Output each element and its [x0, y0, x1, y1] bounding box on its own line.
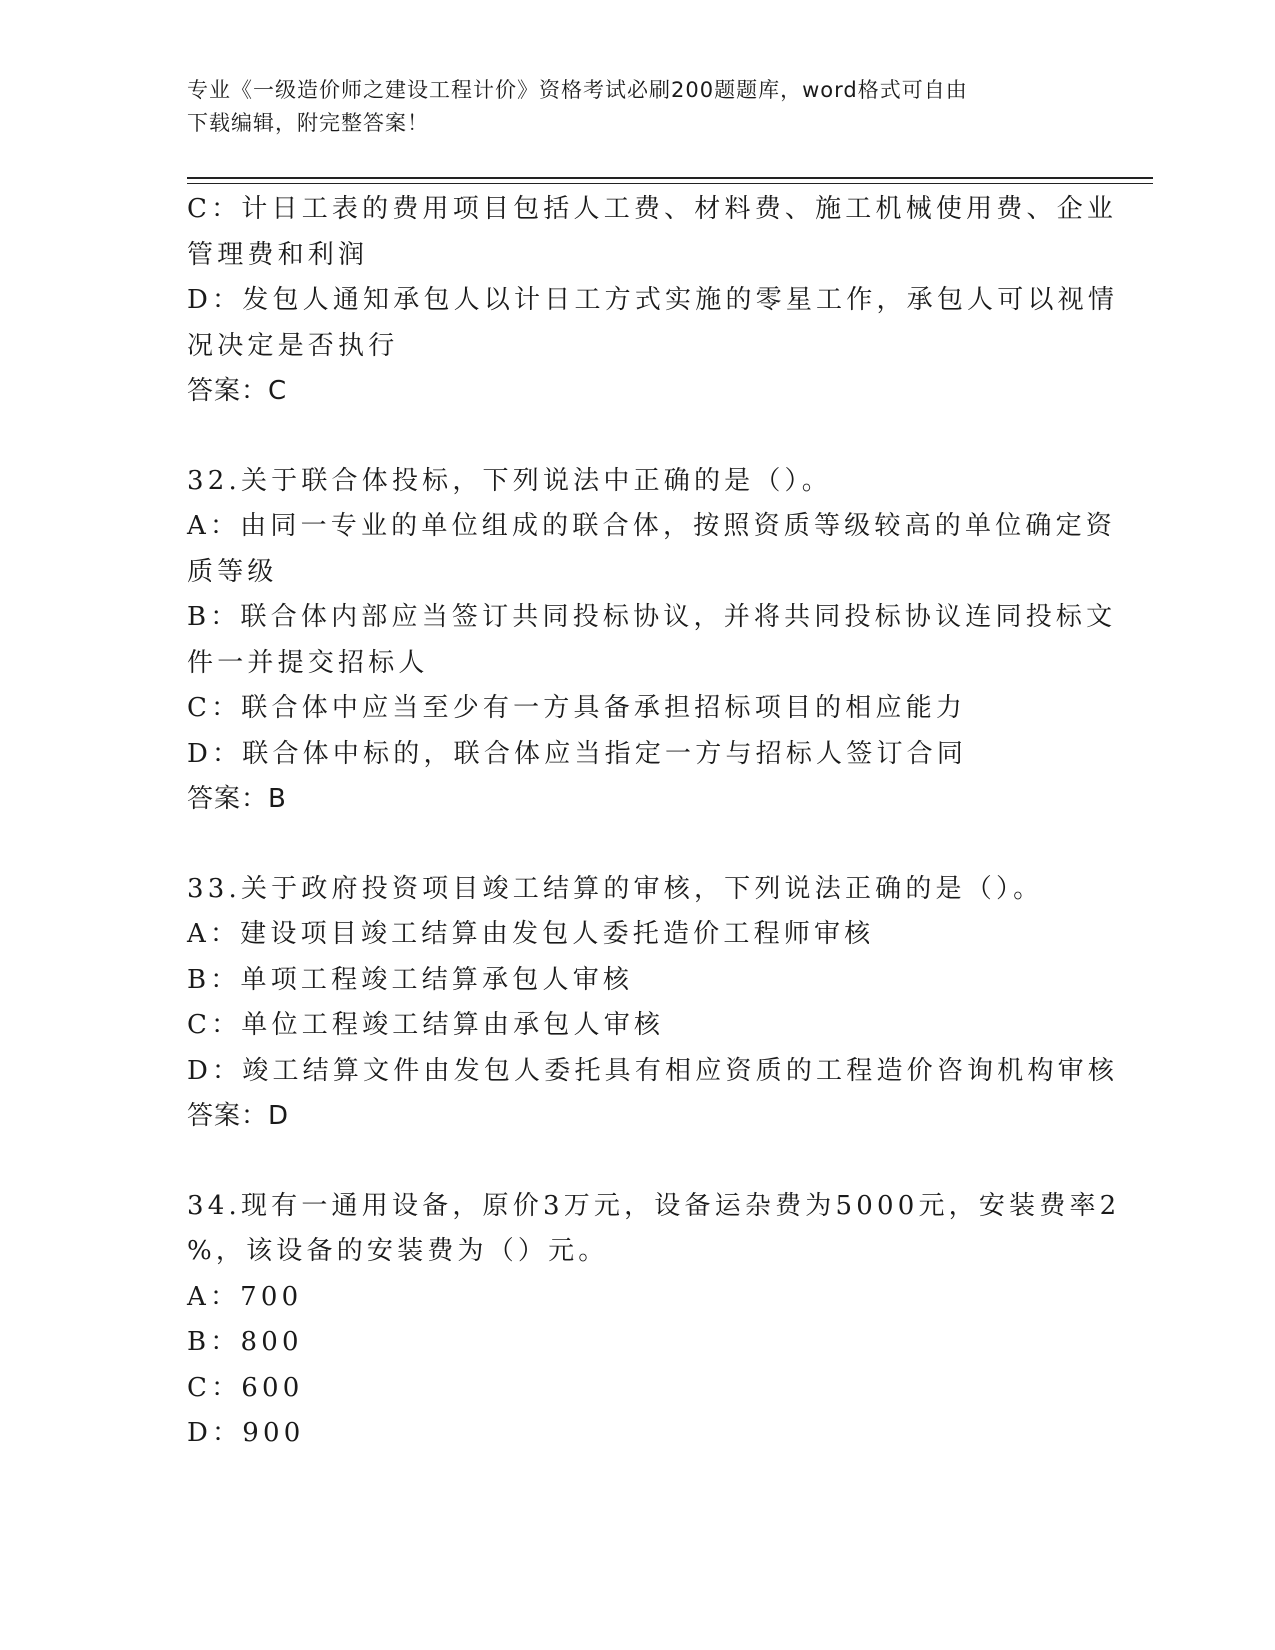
option-c-line-1: C：计日工表的费用项目包括人工费、材料费、施工机械使用费、企业 — [187, 194, 1118, 224]
header-divider-thin — [187, 183, 1153, 184]
question-list — [187, 187, 1121, 1457]
option-b: B：单项工程竣工结算承包人审核 — [187, 964, 634, 995]
spacer — [187, 823, 1087, 867]
option-b-line-2: 件一并提交招标人 — [187, 647, 429, 678]
option-c: C：联合体中应当至少有一方具备承担招标项目的相应能力 — [187, 693, 967, 723]
question-stem: 33.关于政府投资项目竣工结算的审核，下列说法正确的是（）。 — [187, 873, 1044, 904]
option-c-line-2: 管理费和利润 — [187, 239, 369, 270]
option-a-line-1: A：由同一专业的单位组成的联合体，按照资质等级较高的单位确定资 — [187, 511, 1116, 541]
option-c: C：600 — [187, 1372, 304, 1403]
option-d: D：900 — [187, 1418, 305, 1448]
option-d: D：联合体中标的，联合体应当指定一方与招标人签订合同 — [187, 738, 968, 769]
option-a-line-2: 质等级 — [187, 556, 278, 587]
question-block-34 — [187, 1184, 1121, 1457]
header-line-2: 下载编辑，附完整答案！ — [187, 111, 429, 135]
option-d-line-1: D：发包人通知承包人以计日工方式实施的零星工作，承包人可以视情 — [187, 285, 1119, 315]
question-stem: 32.关于联合体投标，下列说法中正确的是（）。 — [187, 465, 832, 496]
header-line-1: 专业《一级造价师之建设工程计价》资格考试必刷200题题库，word格式可自由 — [187, 78, 968, 102]
answer-line: 答案：D — [187, 1101, 290, 1131]
spacer — [187, 415, 1087, 459]
option-b-line-1: B：联合体内部应当签订共同投标协议，并将共同投标协议连同投标文 — [187, 602, 1117, 632]
question-block-32 — [187, 459, 1117, 823]
option-d-line-2: 况决定是否执行 — [187, 330, 399, 361]
option-b: B：800 — [187, 1327, 303, 1357]
option-a: A：建设项目竣工结算由发包人委托造价工程师审核 — [187, 919, 875, 949]
header-divider-thick — [187, 177, 1153, 179]
option-c: C：单位工程竣工结算由承包人审核 — [187, 1010, 665, 1040]
question-stem-line-2: %，该设备的安装费为（）元。 — [187, 1236, 609, 1266]
question-block-33 — [187, 867, 1119, 1140]
question-block-previous — [187, 187, 1119, 415]
option-a: A：700 — [187, 1281, 303, 1312]
answer-line: 答案：B — [187, 784, 287, 814]
question-stem-line-1: 34.现有一通用设备，原价3万元，设备运杂费为5000元，安装费率2 — [187, 1190, 1121, 1221]
answer-line: 答案：C — [187, 376, 288, 406]
spacer — [187, 1140, 1087, 1184]
option-d: D：竣工结算文件由发包人委托具有相应资质的工程造价咨询机构审核 — [187, 1055, 1119, 1086]
document-header — [187, 74, 1067, 140]
